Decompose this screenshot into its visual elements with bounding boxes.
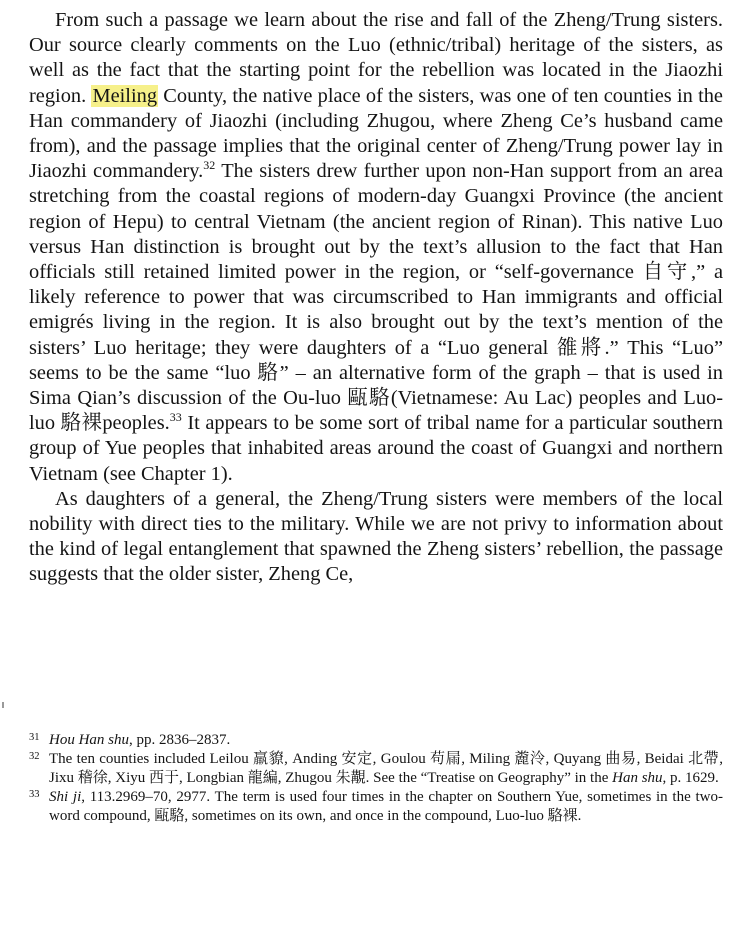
text-segment: The ten counties included Leilou 羸䝤, Anding 安定, Goulou 苟屚, Miling 麊泠, Quyang 曲易, Beidai 北帶, Jixu 稽徐, Xiyu 西于, Longbian 龍編, Zhugou 朱覯. See the “Treatise on Geography” in the: [49, 751, 723, 786]
text-segment: , p. 1629.: [662, 770, 719, 786]
text-segment: , 113.2969–70, 2977. The term is used four times in the chapter on Southern Yue, sometimes in the two-word compound, 甌駱, sometimes on its own, and once in the compound, Luo-luo 駱裸.: [49, 789, 723, 824]
footnote-31: [29, 731, 723, 750]
footnotes: [29, 731, 723, 826]
text-segment: As daughters of a general, the Zheng/Trung sisters were members of the local nobility with direct ties to the military. While we are not privy to information about the kind of legal entanglement that spawned the Zheng sisters’ rebellion, the passage suggests that the older sister, Zheng Ce,: [29, 487, 723, 586]
text-segment: County, the native place of the sisters, was one of ten counties in the Han commandery of Jiaozhi (including Zhugou, where Zheng Ce’s husband came from), and the passage implies that the original center of Zheng/Trung power lay in Jiaozhi commandery.: [29, 84, 723, 183]
footnote-33: [29, 788, 723, 826]
main-text: [29, 8, 723, 588]
text-segment: The sisters drew further upon non-Han support from an area stretching from the coastal regions of modern-day Guangxi Province (the ancient region of Hepu) to central Vietnam (the ancient region of Rinan). This native Luo versus Han distinction is brought out by the text’s allusion to the fact that Han officials still retained limited power in the region, or “self-governance 自守,” a likely reference to power that was circumscribed to Han immigrants and official emigrés living in the region. It is also brought out by the text’s mention of the sisters’ Luo heritage; they were daughters of a “Luo general 雒將.” This “Luo” seems to be the same “luo 駱” – an alternative form of the graph – that is used in Sima Qian’s discussion of the Ou-luo 甌駱(Vietnamese: Au Lac) peoples and Luo-luo 駱裸peoples.: [29, 160, 723, 435]
footnote-number: 33: [29, 789, 40, 800]
text-segment: From such a passage we learn about the rise and fall of the Zheng/Trung sisters. Our source clearly comments on the Luo (ethnic/tribal) heritage of the sisters, as well as the fact that the starting point for the rebellion was located in the Jiaozhi region.: [29, 9, 723, 107]
source-title: Han shu: [612, 770, 663, 786]
margin-mark: [2, 702, 4, 708]
footnote-ref: 32: [203, 158, 216, 173]
source-title: Hou Han shu: [49, 732, 130, 748]
text-segment: It appears to be some sort of tribal name for a particular southern group of Yue peoples that inhabited areas around the coast of Guangxi and northern Vietnam (see Chapter 1).: [29, 412, 723, 485]
paragraph-1: [29, 8, 723, 487]
text-segment: , pp. 2836–2837.: [129, 732, 231, 748]
footnote-number: 32: [29, 751, 40, 762]
footnote-ref: 33: [169, 410, 182, 425]
footnote-number: 31: [29, 732, 40, 743]
highlighted-term[interactable]: Meiling: [92, 84, 158, 107]
paragraph-2: [29, 487, 723, 588]
footnote-32: [29, 750, 723, 788]
source-title: Shi ji: [49, 789, 82, 805]
